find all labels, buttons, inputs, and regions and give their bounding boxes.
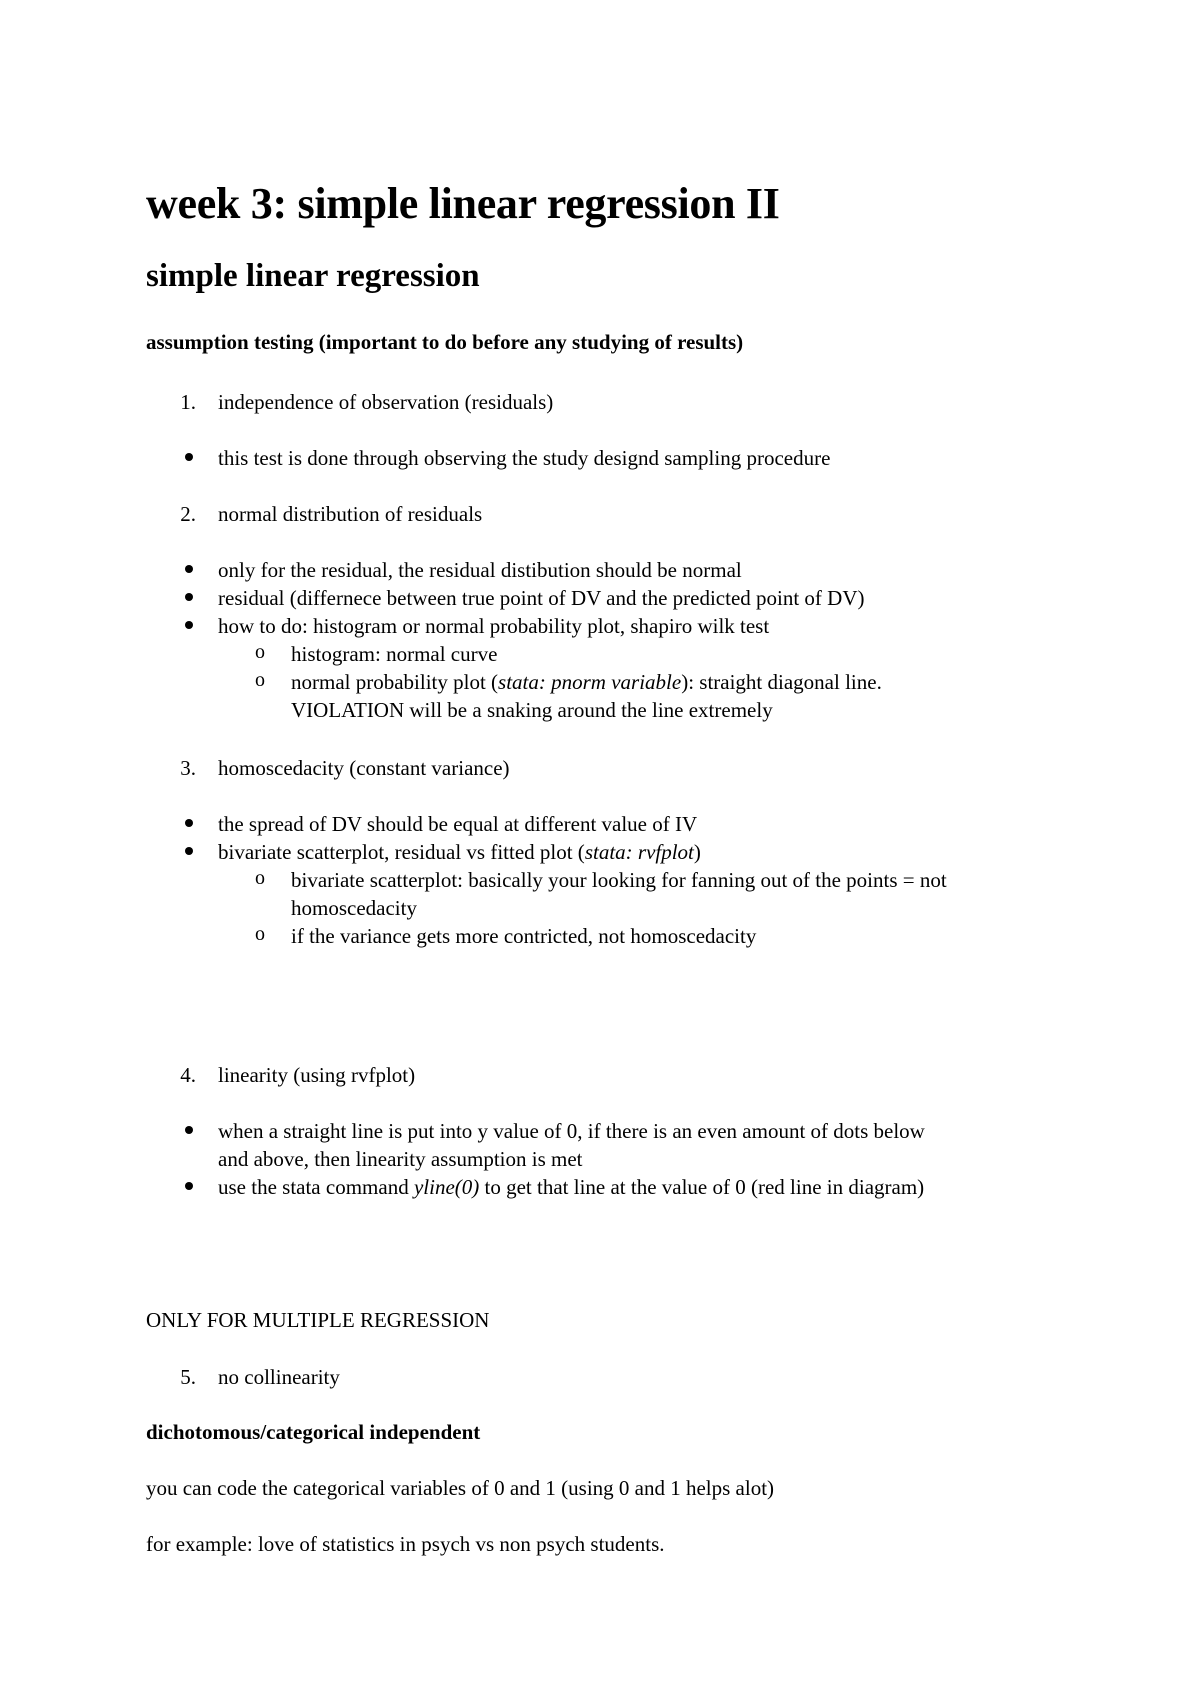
bullet-item: how to do: histogram or normal probability plot, shapiro wilk test — [218, 614, 770, 638]
bullet-icon — [185, 1126, 193, 1134]
paragraph: for example: love of statistics in psych vs non psych students. — [146, 1532, 665, 1556]
bullet-item: residual (differnece between true point of DV and the predicted point of DV) — [218, 586, 865, 610]
text-run: use the stata command — [218, 1175, 414, 1199]
bullet-item: the spread of DV should be equal at different value of IV — [218, 812, 698, 836]
bullet-icon — [185, 565, 193, 573]
circle-bullet-icon: o — [255, 669, 265, 691]
list-item: no collinearity — [218, 1365, 340, 1389]
stata-command: yline(0) — [413, 1175, 480, 1199]
bullet-item: when a straight line is put into y value of 0, if there is an even amount of dots below — [218, 1119, 925, 1143]
bullet-icon — [185, 819, 193, 827]
text-run: bivariate scatterplot, residual vs fitted plot ( — [218, 840, 585, 864]
sub-bullet-continuation: VIOLATION will be a snaking around the line extremely — [291, 698, 773, 722]
list-item: linearity (using rvfplot) — [218, 1063, 416, 1087]
circle-bullet-icon: o — [255, 923, 265, 945]
bullet-icon — [185, 621, 193, 629]
bullet-icon — [185, 847, 193, 855]
list-number: 5. — [180, 1365, 196, 1389]
bullet-continuation: and above, then linearity assumption is met — [218, 1147, 583, 1171]
text-run: ) — [693, 840, 701, 864]
list-number: 4. — [180, 1063, 196, 1087]
circle-bullet-icon: o — [255, 867, 265, 889]
sub-bullet-item: bivariate scatterplot: basically your looking for fanning out of the points = not — [291, 868, 947, 892]
page-title: week 3: simple linear regression II — [146, 179, 780, 228]
circle-bullet-icon: o — [255, 641, 265, 663]
multiple-regression-note: ONLY FOR MULTIPLE REGRESSION — [146, 1308, 490, 1332]
dichotomous-heading: dichotomous/categorical independent — [146, 1420, 481, 1444]
bullet-item — [218, 840, 701, 865]
sub-bullet-item — [291, 670, 882, 695]
paragraph: you can code the categorical variables of 0 and 1 (using 0 and 1 helps alot) — [146, 1476, 775, 1500]
text-run: ): straight diagonal line. — [681, 670, 882, 694]
sub-bullet-continuation: homoscedacity — [291, 896, 417, 920]
stata-command: stata: rvfplot — [584, 840, 694, 864]
list-item: normal distribution of residuals — [218, 502, 483, 526]
stata-command: stata: pnorm variable — [498, 670, 682, 694]
bullet-icon — [185, 453, 193, 461]
text-run: to get that line at the value of 0 (red line in diagram) — [479, 1175, 925, 1199]
list-item: independence of observation (residuals) — [218, 390, 554, 414]
assumption-heading: assumption testing (important to do before any studying of results) — [146, 330, 744, 354]
list-number: 1. — [180, 390, 196, 414]
list-number: 2. — [180, 502, 196, 526]
sub-bullet-item: if the variance gets more contricted, not homoscedacity — [291, 924, 757, 948]
list-item: homoscedacity (constant variance) — [218, 756, 510, 780]
text-run: normal probability plot ( — [291, 670, 499, 694]
bullet-item: this test is done through observing the study designd sampling procedure — [218, 446, 831, 470]
sub-bullet-item: histogram: normal curve — [291, 642, 498, 666]
bullet-item — [218, 1175, 924, 1200]
bullet-icon — [185, 593, 193, 601]
section-heading: simple linear regression — [146, 258, 480, 294]
bullet-icon — [185, 1182, 193, 1190]
bullet-item: only for the residual, the residual distibution should be normal — [218, 558, 742, 582]
list-number: 3. — [180, 756, 196, 780]
